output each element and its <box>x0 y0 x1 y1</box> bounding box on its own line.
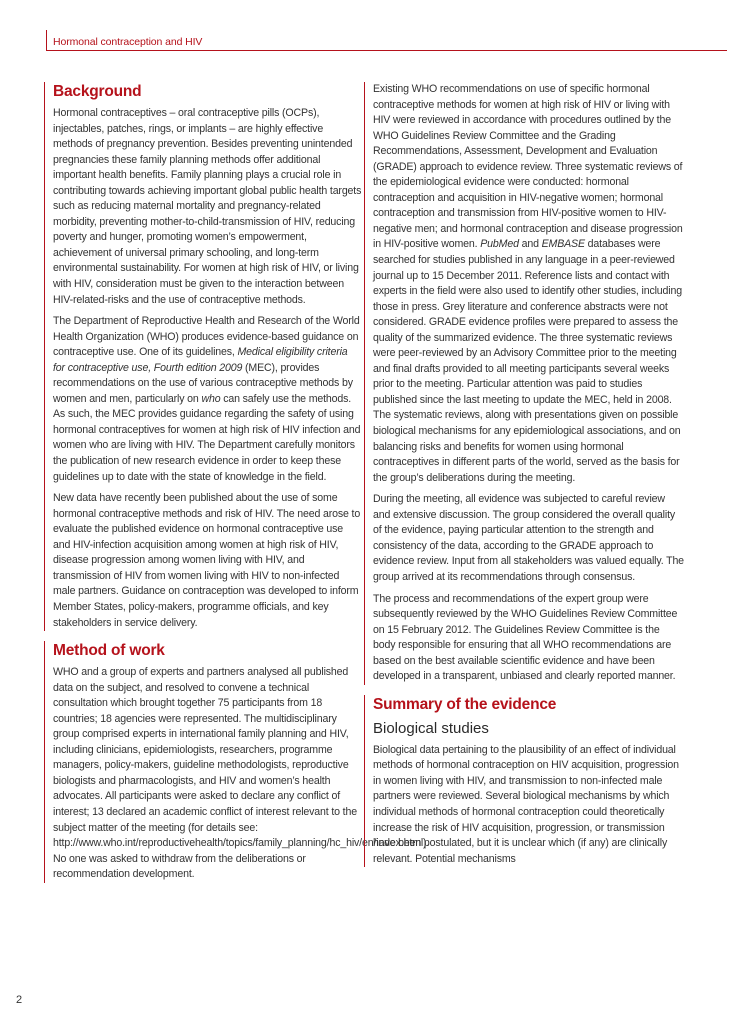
subheading-biological-studies: Biological studies <box>373 719 489 737</box>
paragraph: Biological data pertaining to the plausibility of an effect of individual methods of hormonal contraception on HIV acquisition, progression in women living with HIV, and transmission to non-infected male partners were reviewed. Several biological mechanisms by which individual methods of hormonal contraception could theoretically increase the risk of HIV acquisition, progression, or transmission have been postulated, but it is unclear which (if any) are clinically relevant. Potential mechanisms <box>373 743 679 865</box>
paragraph: The process and recommendations of the expert group were subsequently reviewed by the WHO Guidelines Review Committee on 15 February 2012. The Guidelines Review Committee is the body responsible for ensuring that all WHO recommendations are based on the best available scientific evidence and have been developed in a transparent, unbiased and clearly reported manner. <box>373 592 678 683</box>
section-heading-summary: Summary of the evidence <box>373 695 557 713</box>
section-method-continued <box>364 82 684 685</box>
section-summary-of-evidence <box>364 695 684 867</box>
section-heading-method: Method of work <box>53 642 165 660</box>
page-number: 2 <box>16 994 23 1006</box>
paragraph: Hormonal contraceptives – oral contraceptive pills (OCPs), injectables, patches, rings, or implants – are highly effective methods of pregnancy prevention. Besides preventing unintended pregnancies these family planning methods offer additional important health benefits. Family planning plays a crucial role in contributing towards achieving important global public health targets such as reducing maternal mortality and pregnancy-related morbidity, preventing mother-to-child-transmission of HIV, reducing poverty and hunger, promoting women’s empowerment, achievement of universal primary schooling, and long-term environmental sustainability. For women at high risk of HIV, or living with HIV, consideration must be given to the interaction between HIV-related-risks and the use of contraceptive methods. <box>53 107 362 306</box>
section-method-of-work <box>44 641 430 883</box>
header-accent-bar <box>46 30 47 50</box>
left-column <box>44 82 430 889</box>
header-rule <box>46 50 727 51</box>
paragraph: WHO and a group of experts and partners analysed all published data on the subject, and resolved to convene a technical consultation which brought together 75 participants from 18 countries; 18 agencies were represented. The multidisciplinary group comprised experts in international family planning and HIV, including clinicians, epidemiologists, researchers, programme managers, policy-makers, guideline methodologists, reproductive biologists and pharmacologists, and HIV and women’s health advocates. All participants were asked to declare any conflict of interest; 13 declared an academic conflict of interest relevant to the subject matter of the meeting (for details see: http://www.who.int/reproductivehealth/topics/family_planning/hc_hiv/en/index.html). No one was asked to withdraw from the deliberations or recommendation development. <box>53 666 430 881</box>
paragraph: The Department of Reproductive Health and Research of the World Health Organization (WHO) produces evidence-based guidance on contraceptive use. One of its guidelines, Medical eligibility criteria for contraceptive use, Fourth edition 2009 (MEC), provides recommendations on the use of various contraceptive methods by women and men, particularly on who can safely use the methods. As such, the MEC provides guidance regarding the safety of using hormonal contraceptives for women at high risk of HIV infection and women who are living with HIV. The Department carefully monitors the publication of new research evidence in order to keep these guidelines up to date with the state of knowledge in the field. <box>53 315 361 483</box>
paragraph: During the meeting, all evidence was subjected to careful review and extensive discussion. The group considered the overall quality of the evidence, paying particular attention to the strength and consistency of the data, according to the GRADE approach to evidence review. Input from all stakeholders was valued equally. The group arrived at its recommendations through consensus. <box>373 493 684 583</box>
section-background <box>44 82 362 631</box>
paragraph: New data have recently been published about the use of some hormonal contraceptive methods and risk of HIV. The need arose to evaluate the published evidence on hormonal contraceptive use and HIV-infection acquisition among women at high risk of HIV, disease progression among women living with HIV, and transmission of HIV from women living with HIV to non-infected male partners. Guidance on contraception was developed to inform Member States, policy-makers, programme officials, and key stakeholders in service delivery. <box>53 492 361 629</box>
paragraph: Existing WHO recommendations on use of specific hormonal contraceptive methods for women at high risk of HIV or living with HIV were reviewed in accordance with procedures outlined by the WHO Guidelines Review Committee and the Grading Recommendations, Assessment, Development and Evaluation (GRADE) approach to evidence review. Three systematic reviews of the epidemiological evidence were conducted: hormonal contraception and acquisition in HIV-negative women; hormonal contraception and transmission from HIV-positive women to HIV-negative men; and hormonal contraception and disease progression in HIV-positive women. PubMed and EMBASE databases were searched for studies published in any language in a peer-reviewed journal up to 15 December 2011. Reference lists and contact with experts in the field were also used to identify other studies, including those in press. Grey literature and conference abstracts were not considered. GRADE evidence profiles were prepared to assess the quality of the summarized evidence. The three systematic reviews were peer-reviewed by an Advisory Committee prior to the meeting and final drafts provided to all meeting participants several weeks prior to the meeting. Particular attention was paid to studies published since the last meeting to update the MEC, held in 2008. The systematic reviews, along with presentations given on possible biological mechanisms for any epidemiological associations, and on balancing risks and benefits for women using hormonal contraceptives in different parts of the world, served as the basis for the group’s deliberations during the meeting. <box>373 83 683 484</box>
section-heading-background: Background <box>53 83 142 100</box>
running-header: Hormonal contraception and HIV <box>53 36 203 48</box>
right-column <box>364 82 684 873</box>
